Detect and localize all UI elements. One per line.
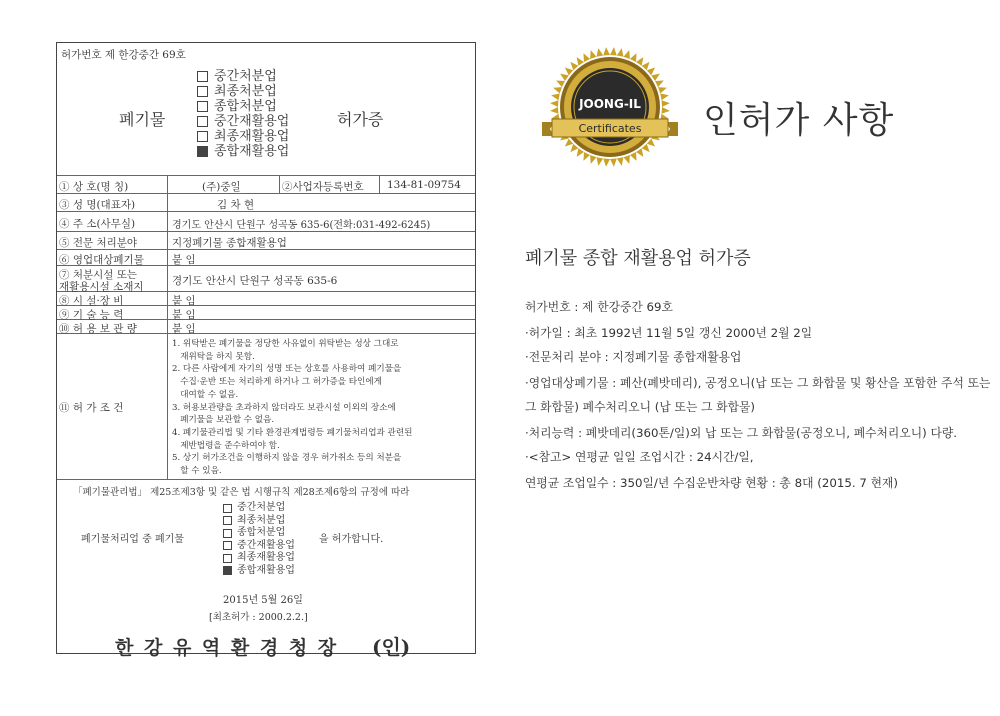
issuer-stamp: (인) [372, 635, 411, 659]
condition-line: 수집·운반 또는 처리하게 하거나 그 허가증을 타인에게 [172, 377, 382, 388]
facility-value: 경기도 안산시 단원구 성곡동 635-6 [172, 275, 338, 287]
business-type-label: 종합재활용업 [237, 564, 295, 576]
seal-ray [655, 80, 664, 87]
seal-ray [570, 144, 578, 152]
seal-ray [610, 159, 617, 167]
seal-ray [603, 159, 610, 167]
business-type-item [223, 565, 295, 578]
seal-ray [577, 57, 584, 66]
checkbox-icon [223, 504, 232, 513]
business-type-label: 중간처분업 [214, 69, 277, 84]
seal-ray [570, 62, 578, 70]
business-type-label: 최종처분업 [237, 514, 286, 526]
seal-ray [551, 94, 560, 101]
license-document [56, 42, 476, 659]
seal-ray [642, 144, 650, 152]
addr-label: ④ 주 소(사무실) [59, 218, 136, 230]
equip-label: ⑧ 시 설·장 비 [59, 295, 124, 307]
license-left-label: 폐기물 [119, 110, 166, 129]
seal-ray [603, 47, 610, 55]
seal-ray [577, 148, 584, 157]
condition-line: 폐기물을 보관할 수 없음. [172, 415, 275, 426]
seal-ray [647, 139, 655, 147]
seal-ray [553, 87, 562, 93]
business-type-item [223, 552, 295, 565]
condition-line: 제반법령을 준수하여야 함. [172, 440, 280, 451]
seal-ray [583, 152, 590, 161]
condition-line: 재위탁을 하지 못함. [172, 351, 255, 362]
seal-ray [642, 62, 650, 70]
seal-ray [636, 57, 643, 66]
page-title: 인허가 사항 [703, 100, 895, 141]
seal-ray [617, 157, 624, 166]
waste-value: 붙 임 [172, 254, 196, 266]
grant-text: 을 허가합니다. [319, 534, 384, 545]
info-line: ·영업대상폐기물 : 폐산(폐밧데리), 공정오니(납 또는 그 화합물 및 황산을 포함한 주석 또는 [525, 376, 991, 390]
badge-top-text: JOONG-IL [579, 97, 641, 111]
badge-bottom-text: Certificates [578, 122, 642, 135]
business-type-item [223, 515, 295, 528]
business-type-list-2 [223, 502, 295, 577]
seal-ray [565, 139, 573, 147]
name-value: (주)중일 [202, 181, 241, 193]
seal-ray [636, 148, 643, 157]
info-line: ·<참고> 연평균 일일 조업시간 : 24시간/일, [525, 450, 754, 464]
first-license-date: [최초허가 : 2000.2.2.] [209, 612, 308, 623]
seal-ray [550, 107, 558, 114]
checkbox-icon [223, 516, 232, 525]
waste-label: ⑥ 영업대상폐기물 [59, 254, 144, 266]
info-line: ·처리능력 : 폐밧데리(360톤/일)외 납 또는 그 화합물(공정오니, 폐수처리오니) 다량. [525, 426, 957, 440]
seal-ray [610, 47, 617, 55]
info-line: 그 화합물) 폐수처리오니 (납 또는 그 화합물) [525, 400, 756, 414]
condition-line: 3. 허용보관량을 초과하지 않더라도 보관시설 이외의 장소에 [172, 402, 396, 413]
regno-label: ②사업자등록번호 [282, 181, 364, 193]
license-number: 허가번호 제 한강중간 69호 [61, 49, 186, 61]
checkbox-icon [223, 554, 232, 563]
seal-ray [590, 50, 596, 59]
equip-value: 붙 임 [172, 295, 196, 307]
business-type-label: 중간재활용업 [237, 539, 295, 551]
business-type-label: 종합처분업 [237, 527, 286, 538]
business-type-label: 최종처분업 [214, 84, 277, 99]
seal-ray [647, 67, 655, 75]
business-type-label: 최종재활용업 [237, 552, 295, 563]
business-type-label: 종합재활용업 [214, 144, 290, 159]
business-type-item [223, 540, 295, 553]
seal-ray [597, 48, 604, 57]
seal-ray [651, 74, 660, 81]
issue-date: 2015년 5월 26일 [223, 595, 303, 606]
business-type-label: 중간처분업 [237, 502, 286, 513]
condition-line: 할 수 있음. [172, 466, 222, 477]
seal-ray [565, 67, 573, 75]
seal-ray [550, 100, 558, 107]
seal-ray [560, 74, 569, 81]
seal-ray [662, 100, 670, 107]
business-type-item [223, 527, 295, 540]
tech-value: 붙 임 [172, 309, 196, 321]
seal-ray [658, 87, 667, 93]
checkbox-icon [223, 529, 232, 538]
rep-label: ③ 성 명(대표자) [59, 199, 136, 211]
business-type-item [223, 502, 295, 515]
seal-ray [623, 50, 629, 59]
seal-ray [660, 94, 669, 101]
cond-label: ⑪ 허 가 조 건 [59, 402, 124, 414]
seal-ray [583, 53, 590, 62]
seal-ray [556, 80, 565, 87]
business-type-label: 최종재활용업 [214, 129, 290, 144]
seal-ray [630, 152, 637, 161]
storage-value: 붙 임 [172, 323, 196, 335]
license-right-label: 허가증 [337, 110, 384, 129]
info-line: 허가번호 : 제 한강중간 69호 [525, 300, 673, 314]
seal-ray [630, 53, 637, 62]
condition-line: 5. 상기 허가조건을 이행하지 않을 경우 허가취소 등의 처분을 [172, 453, 402, 464]
law-text: 「폐기물관리법」 제25조제3항 및 같은 법 시행규칙 제28조제6항의 규정에 따라 [73, 487, 410, 498]
facility-label-1: ⑦ 처분시설 또는 [59, 269, 138, 281]
condition-line: 대여할 수 없음. [172, 389, 239, 400]
certificate-seal-icon [540, 42, 680, 172]
checked-box-icon [223, 566, 232, 575]
addr-value: 경기도 안산시 단원구 성곡동 635-6(전화:031-492-6245) [172, 220, 431, 231]
section-subtitle: 폐기물 종합 재활용업 허가증 [525, 248, 751, 269]
info-line: 연평균 조업일수 : 350일/년 수집운반차량 현황 : 총 8대 (2015. 7 현재) [525, 476, 898, 490]
field-label: ⑤ 전문 처리분야 [59, 237, 138, 249]
info-line: ·전문처리 분야 : 지정폐기물 종합재활용업 [525, 350, 742, 364]
conditions-list [172, 338, 472, 478]
condition-line: 1. 위탁받은 폐기물을 정당한 사유없이 위탁받는 성상 그대로 [172, 339, 399, 349]
tech-label: ⑨ 기 술 능 력 [59, 309, 124, 321]
name-label: ① 상 호(명 칭) [59, 181, 129, 193]
seal-ray [623, 155, 629, 164]
business-type-label: 종합처분업 [214, 99, 277, 114]
rep-value: 김 차 현 [217, 199, 255, 211]
seal-ray [617, 48, 624, 57]
business-type-label: 중간재활용업 [214, 114, 290, 129]
facility-label-2: 재활용시설 소재지 [59, 281, 144, 293]
seal-ray [597, 157, 604, 166]
condition-line: 2. 다른 사람에게 자기의 성명 또는 상호를 사용하여 폐기물을 [172, 364, 402, 375]
field-value: 지정폐기물 종합재활용업 [172, 237, 287, 249]
info-line: ·허가일 : 최초 1992년 11월 5일 갱신 2000년 2월 2일 [525, 326, 813, 340]
storage-label: ⑩ 허 용 보 관 량 [59, 323, 137, 335]
business-label: 폐기물처리업 중 폐기물 [81, 534, 184, 545]
condition-line: 4. 폐기물관리법 및 기타 환경관계법령등 폐기물처리업과 관련된 [172, 427, 413, 438]
checkbox-icon [223, 541, 232, 550]
seal-ray [590, 155, 596, 164]
issuer-name: 한 강 유 역 환 경 청 장 [115, 637, 339, 659]
seal-ray [662, 107, 670, 114]
regno-value: 134-81-09754 [387, 179, 461, 191]
